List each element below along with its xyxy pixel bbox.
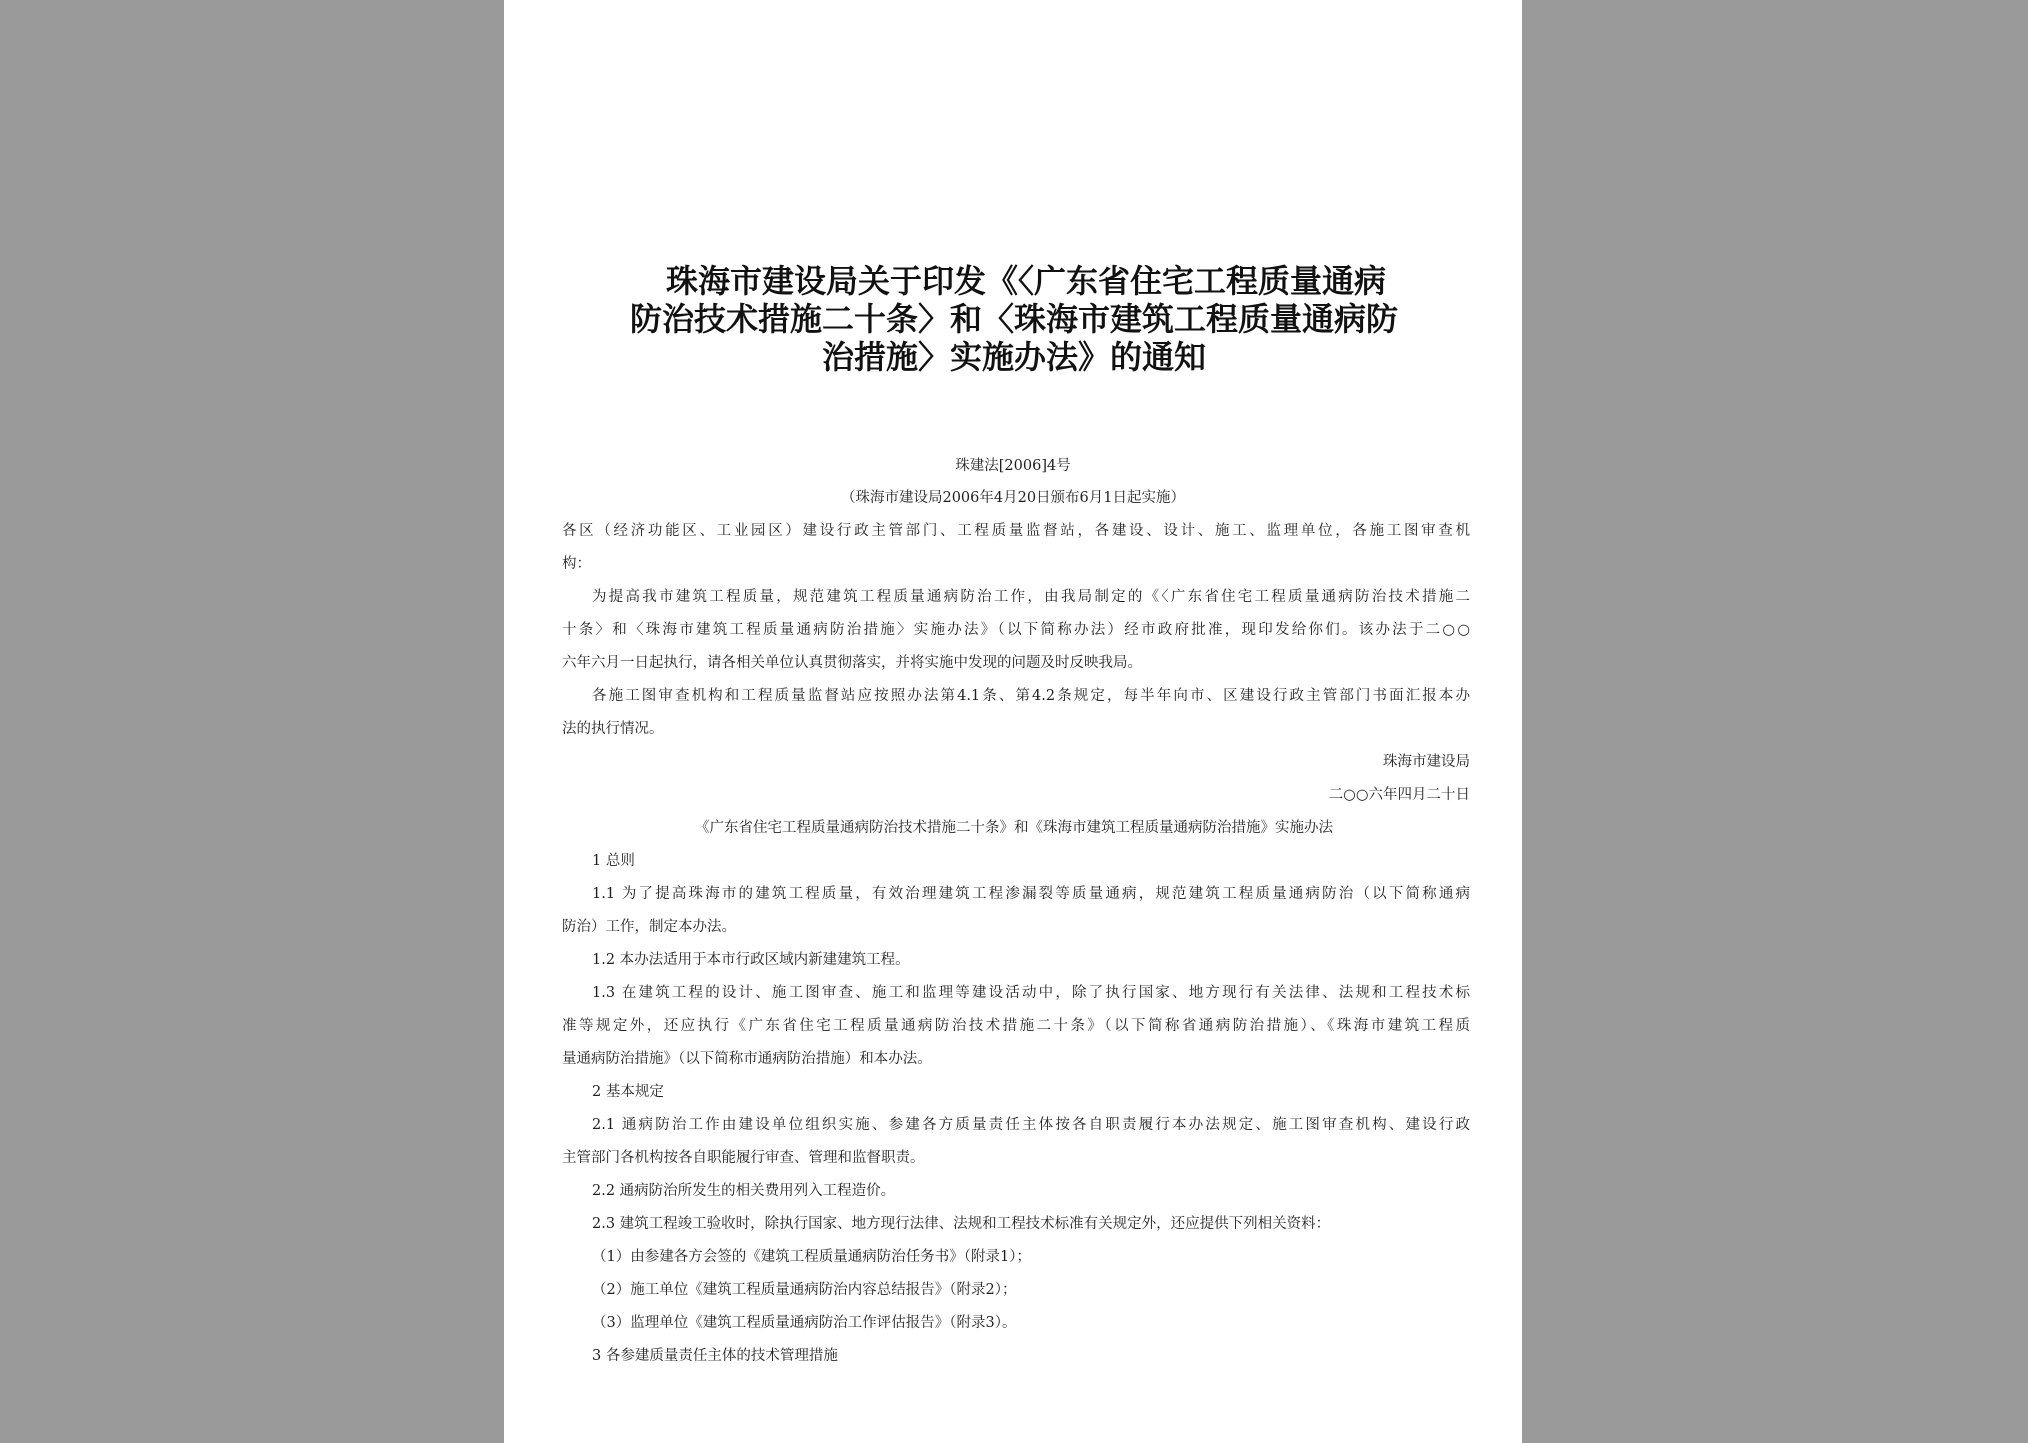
clause-line: 量通病防治措施》（以下简称市通病防治措施）和本办法。: [562, 1051, 932, 1067]
body-paragraph-line: 六年六月一日起执行，请各相关单位认真贯彻落实，并将实施中发现的问题及时反映我局。: [562, 655, 1142, 671]
section-heading: 1 总则: [592, 853, 635, 869]
signature-date: 二○○六年四月二十日: [1328, 787, 1470, 803]
clause-line: 主管部门各机构按各自职能履行审查、管理和监督职责。: [562, 1150, 925, 1166]
document-page: [504, 0, 1522, 1443]
clause-line: 准等规定外，还应执行《广东省住宅工程质量通病防治技术措施二十条》（以下简称省通病防治措施）、《珠海市建筑工程质: [562, 1018, 1470, 1034]
doc-number: 珠建法[2006]4号: [955, 458, 1071, 474]
clause-line: 2.3 建筑工程竣工验收时，除执行国家、地方现行法律、法规和工程技术标准有关规定外，还应提供下列相关资料：: [592, 1216, 1331, 1232]
section-heading: 3 各参建质量责任主体的技术管理措施: [592, 1348, 838, 1364]
clause-line: 1.3 在建筑工程的设计、施工图审查、施工和监理等建设活动中，除了执行国家、地方现行有关法律、法规和工程技术标: [592, 985, 1470, 1001]
clause-line: 2.1 通病防治工作由建设单位组织实施、参建各方质量责任主体按各自职责履行本办法规定、施工图审查机构、建设行政: [592, 1117, 1470, 1133]
addressee-line: 各区（经济功能区、工业园区）建设行政主管部门、工程质量监督站，各建设、设计、施工、监理单位，各施工图审查机: [562, 523, 1470, 539]
issue-note: （珠海市建设局2006年4月20日颁布6月1日起实施）: [840, 490, 1186, 506]
document-title: [564, 262, 1464, 376]
clause-line: 1.2 本办法适用于本市行政区域内新建建筑工程。: [592, 952, 910, 968]
title-line: 防治技术措施二十条〉和〈珠海市建筑工程质量通病防: [629, 300, 1398, 338]
list-item: （3）监理单位《建筑工程质量通病防治工作评估报告》（附录3）。: [592, 1315, 1017, 1331]
list-item: （1）由参建各方会签的《建筑工程质量通病防治任务书》（附录1）；: [592, 1249, 1031, 1265]
clause-line: 防治）工作，制定本办法。: [562, 919, 736, 935]
body-paragraph-line: 十条〉和〈珠海市建筑工程质量通病防治措施〉实施办法》（以下简称办法）经市政府批准，现印发给你们。该办法于二○○: [562, 622, 1470, 638]
signature: 珠海市建设局: [1383, 754, 1470, 770]
body-paragraph-line: 各施工图审查机构和工程质量监督站应按照办法第4.1条、第4.2条规定，每半年向市、区建设行政主管部门书面汇报本办: [592, 688, 1470, 704]
clause-line: 2.2 通病防治所发生的相关费用列入工程造价。: [592, 1183, 896, 1199]
clause-line: 1.1 为了提高珠海市的建筑工程质量，有效治理建筑工程渗漏裂等质量通病，规范建筑工程质量通病防治（以下简称通病: [592, 886, 1470, 902]
section-heading: 2 基本规定: [592, 1084, 664, 1100]
body-paragraph-line: 法的执行情况。: [562, 721, 664, 737]
title-line: 治措施〉实施办法》的通知: [821, 338, 1206, 376]
title-line: 珠海市建设局关于印发《〈广东省住宅工程质量通病: [665, 262, 1386, 300]
measures-title: 《广东省住宅工程质量通病防治技术措施二十条》和《珠海市建筑工程质量通病防治措施》实施办法: [695, 820, 1333, 836]
body-paragraph-line: 为提高我市建筑工程质量，规范建筑工程质量通病防治工作，由我局制定的《〈广东省住宅工程质量通病防治技术措施二: [592, 589, 1470, 605]
addressee-line: 构：: [562, 556, 591, 572]
list-item: （2）施工单位《建筑工程质量通病防治内容总结报告》（附录2）；: [592, 1282, 1017, 1298]
